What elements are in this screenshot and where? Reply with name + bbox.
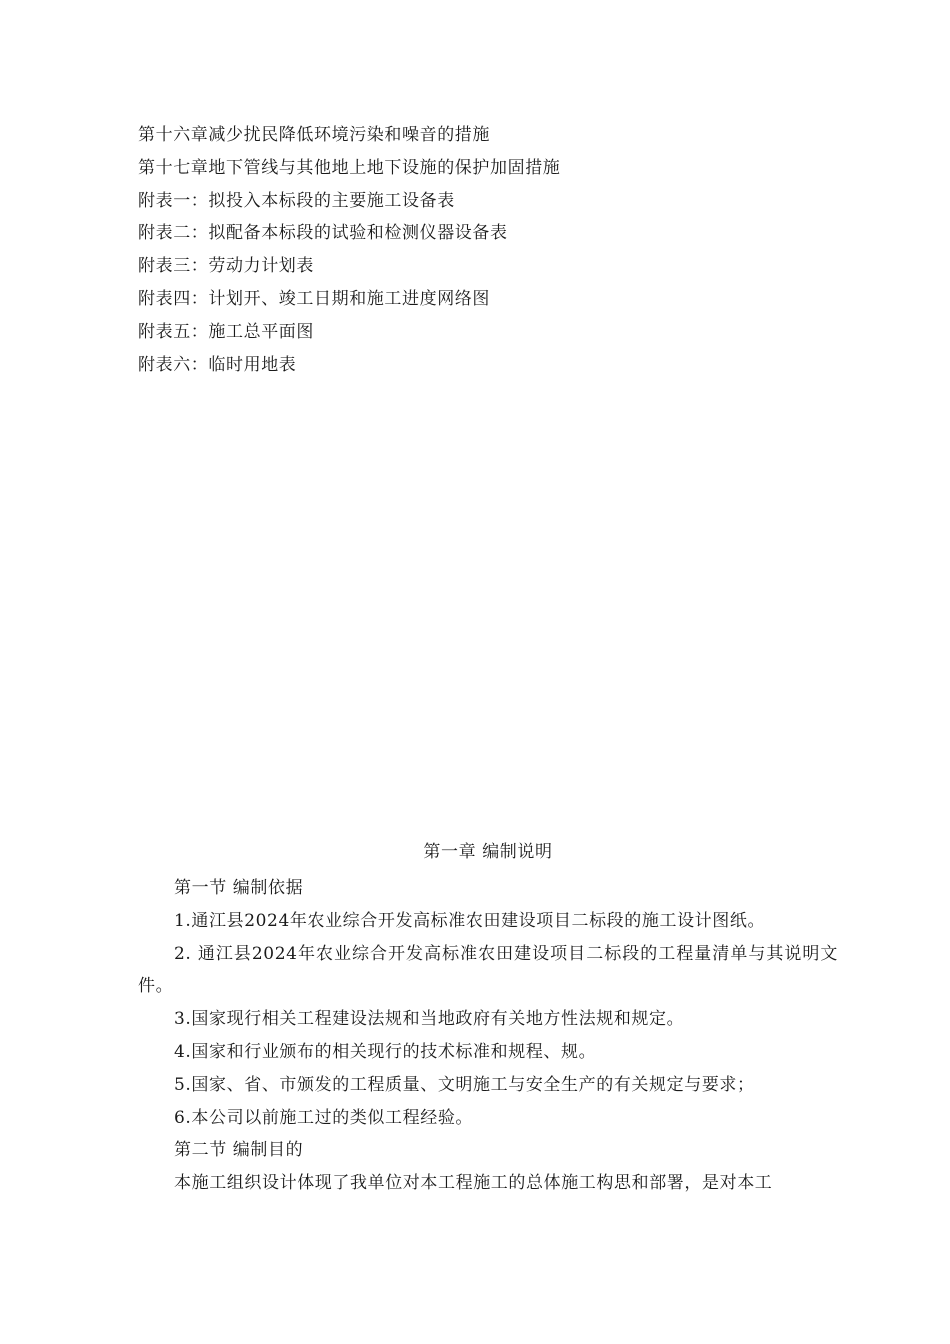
basis-item-5: 5.国家、省、市颁发的工程质量、文明施工与安全生产的有关规定与要求； xyxy=(174,1074,755,1095)
toc-item: 附表四：计划开、竣工日期和施工进度网络图 xyxy=(138,288,490,309)
basis-item-2: 2. 通江县2024年农业综合开发高标准农田建设项目二标段的工程量清单与其说明文件。 xyxy=(138,943,838,997)
basis-item-3: 3.国家现行相关工程建设法规和当地政府有关地方性法规和规定。 xyxy=(174,1009,685,1030)
toc-item: 附表一：拟投入本标段的主要施工设备表 xyxy=(138,190,455,211)
chapter-title: 第一章 编制说明 xyxy=(423,842,553,862)
purpose-paragraph: 本施工组织设计体现了我单位对本工程施工的总体施工构思和部署，是对本工 xyxy=(174,1173,773,1194)
toc-item: 附表三：劳动力计划表 xyxy=(138,256,314,277)
toc-item: 第十七章地下管线与其他地上地下设施的保护加固措施 xyxy=(138,157,561,178)
basis-item-6: 6.本公司以前施工过的类似工程经验。 xyxy=(174,1107,474,1128)
table-of-contents xyxy=(138,122,838,384)
chapter-1 xyxy=(138,838,838,1200)
section-heading-purpose: 第二节 编制目的 xyxy=(174,1140,304,1161)
toc-item: 附表二：拟配备本标段的试验和检测仪器设备表 xyxy=(138,223,508,244)
toc-item: 附表五：施工总平面图 xyxy=(138,321,314,342)
basis-item-1: 1.通江县2024年农业综合开发高标准农田建设项目二标段的施工设计图纸。 xyxy=(174,910,766,931)
basis-item-4: 4.国家和行业颁布的相关现行的技术标准和规程、规。 xyxy=(174,1041,597,1062)
section-heading-basis: 第一节 编制依据 xyxy=(174,878,304,898)
toc-item: 第十六章减少扰民降低环境污染和噪音的措施 xyxy=(138,125,490,145)
toc-item: 附表六：临时用地表 xyxy=(138,354,297,375)
